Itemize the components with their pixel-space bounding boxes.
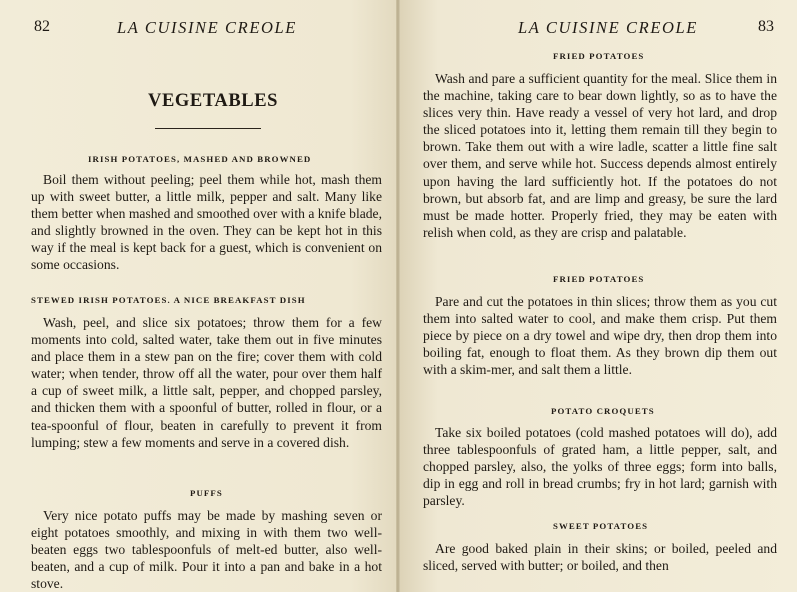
section-heading: FRIED POTATOES (553, 51, 645, 61)
section-heading: IRISH POTATOES, MASHED AND BROWNED (88, 154, 312, 164)
section-paragraph: Pare and cut the potatoes in thin slices; throw them as you cut them into salted water to cool, and make them crisp. Put them piece by piece on a dry towel and wipe dry, then drop them into boiling fat, enough to float them. As they brown dip them out with a skim-mer, and salt them a little. (423, 294, 777, 378)
section-paragraph: Wash, peel, and slice six potatoes; throw them for a few moments into cold, salted water, take them out in five minutes and place them in a stew pan on the fire; cover them with cold water; when tender, throw off all the water, pour over them half a cup of sweet milk, a little salt, pepper, and chopped parsley, and thicken them with a spoonful of butter, rolled in flour, or a tea-spoonful of flour, beaten in carefully to prevent it from lumping; stew a few moments and serve in a covered dish. (31, 315, 382, 450)
section-heading: STEWED IRISH POTATOES. A NICE BREAKFAST DISH (31, 295, 306, 305)
left-page (0, 0, 398, 592)
page-number: 82 (34, 18, 50, 35)
title-rule (155, 128, 261, 129)
section-heading: FRIED POTATOES (553, 274, 645, 284)
chapter-title: VEGETABLES (148, 91, 279, 111)
running-head: LA CUISINE CREOLE (518, 18, 698, 37)
section-heading: POTATO CROQUETS (551, 406, 655, 416)
section-heading: PUFFS (190, 488, 223, 498)
book-gutter (396, 0, 400, 592)
running-head: LA CUISINE CREOLE (117, 18, 297, 37)
section-heading: SWEET POTATOES (553, 521, 649, 531)
page-number: 83 (758, 18, 774, 35)
section-paragraph: Are good baked plain in their skins; or boiled, peeled and sliced, served with butter; or boiled, and then (423, 541, 777, 574)
section-paragraph: Boil them without peeling; peel them while hot, mash them up with sweet butter, a little milk, pepper and salt. Many like them better when mashed and smoothed over with a knife blade, and slightly browned in the oven. They can be kept hot in this way if the meal is kept back for a guest, which is convenient on some occasions. (31, 172, 382, 273)
section-paragraph: Take six boiled potatoes (cold mashed potatoes will do), add three tablespoonfuls of grated ham, a little pepper, salt, and chopped parsley, also, the yolks of three eggs; form into balls, dip in egg and roll in bread crumbs; fry in hot lard; garnish with parsley. (423, 425, 777, 509)
section-paragraph: Very nice potato puffs may be made by mashing seven or eight potatoes smoothly, and mixing in with them two well-beaten eggs two tablespoonfuls of melt-ed butter, also well-beaten, and a cup of milk. Pour it into a pan and bake in a hot stove. (31, 508, 382, 592)
section-paragraph: Wash and pare a sufficient quantity for the meal. Slice them in the machine, taking care to bear down lightly, so as to have the slices very thin. Have ready a vessel of very hot lard, and drop the sliced potatoes into it, letting them remain till they begin to brown. Take them out with a wire ladle, scatter a little fine salt over them, and serve while hot. Success depends almost entirely upon having the lard sufficiently hot. If the potatoes do not brown, but absorb fat, and are limp and greasy, be sure the lard must be made hotter. Properly fried, they may be eaten with relish when cold, as they are crisp and palatable. (423, 71, 777, 240)
